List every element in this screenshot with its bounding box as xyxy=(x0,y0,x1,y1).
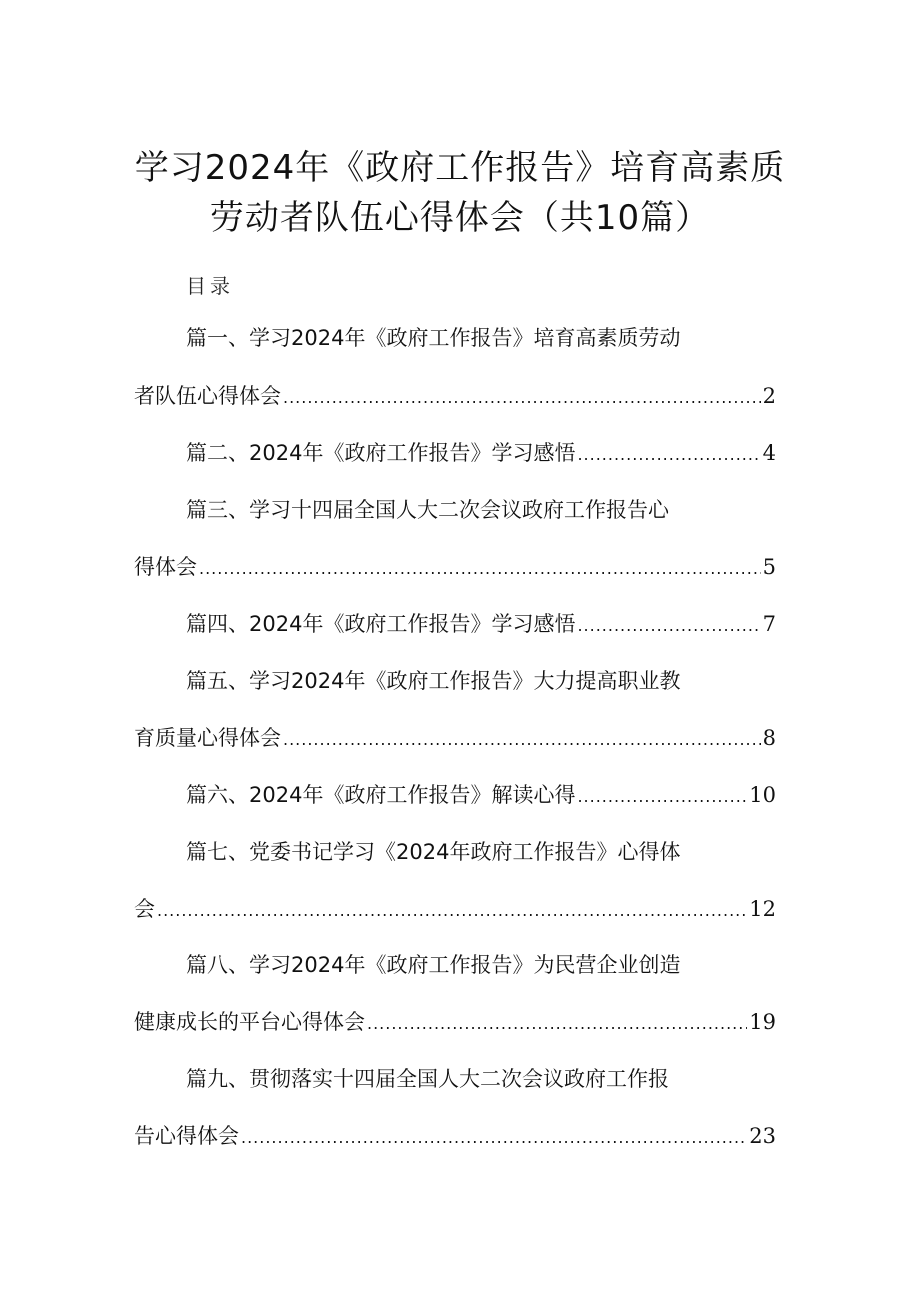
toc-entry-1-title[interactable]: 篇一、学习2024年《政府工作报告》培育高素质劳动 xyxy=(186,326,681,350)
toc-entry-5-page: 8 xyxy=(762,726,776,750)
toc-leader-dots xyxy=(241,1128,747,1147)
toc-leader-dots xyxy=(577,787,747,806)
toc-entry-5-title-cont: 育质量心得体会 xyxy=(134,726,281,750)
toc-entry-8-title-cont: 健康成长的平台心得体会 xyxy=(134,1010,365,1034)
toc-entry-9-title[interactable]: 篇九、贯彻落实十四届全国人大二次会议政府工作报 xyxy=(186,1067,669,1091)
toc-entry-6[interactable] xyxy=(186,779,776,809)
document-title-line-2: 劳动者队伍心得体会（共10篇） xyxy=(209,198,711,238)
toc-entry-4[interactable] xyxy=(186,608,776,638)
document-title-line-1: 学习2024年《政府工作报告》培育高素质 xyxy=(134,148,786,188)
toc-entry-9-page: 23 xyxy=(749,1124,776,1148)
toc-leader-dots xyxy=(577,445,760,464)
toc-entry-7-title[interactable]: 篇七、党委书记学习《2024年政府工作报告》心得体 xyxy=(186,840,681,864)
toc-entry-3-page: 5 xyxy=(762,555,776,579)
toc-entry-5-continuation[interactable] xyxy=(134,722,776,752)
toc-entry-4-title: 篇四、2024年《政府工作报告》学习感悟 xyxy=(186,612,576,636)
toc-leader-dots xyxy=(199,559,761,578)
toc-leader-dots xyxy=(157,901,747,920)
toc-leader-dots xyxy=(367,1014,747,1033)
toc-entry-2-title: 篇二、2024年《政府工作报告》学习感悟 xyxy=(186,441,576,465)
toc-entry-7-page: 12 xyxy=(749,897,776,921)
toc-leader-dots xyxy=(283,388,761,407)
toc-entry-3-title-cont: 得体会 xyxy=(134,555,197,579)
toc-entry-3-title[interactable]: 篇三、学习十四届全国人大二次会议政府工作报告心 xyxy=(186,498,669,522)
toc-entry-4-page: 7 xyxy=(762,612,776,636)
toc-heading: 目录 xyxy=(186,274,234,298)
toc-entry-5-title[interactable]: 篇五、学习2024年《政府工作报告》大力提高职业教 xyxy=(186,669,681,693)
toc-entry-1-title-cont: 者队伍心得体会 xyxy=(134,384,281,408)
toc-entry-2-page: 4 xyxy=(762,441,776,465)
toc-entry-9-continuation[interactable] xyxy=(134,1120,776,1150)
toc-entry-8-page: 19 xyxy=(749,1010,776,1034)
toc-leader-dots xyxy=(577,616,760,635)
toc-entry-1-continuation[interactable] xyxy=(134,380,776,410)
toc-entry-8-continuation[interactable] xyxy=(134,1006,776,1036)
toc-entry-7-title-cont: 会 xyxy=(134,897,155,921)
toc-entry-1-page: 2 xyxy=(762,384,776,408)
toc-entry-6-title: 篇六、2024年《政府工作报告》解读心得 xyxy=(186,783,576,807)
toc-entry-8-title[interactable]: 篇八、学习2024年《政府工作报告》为民营企业创造 xyxy=(186,953,681,977)
toc-entry-2[interactable] xyxy=(186,437,776,467)
toc-entry-6-page: 10 xyxy=(749,783,776,807)
toc-entry-7-continuation[interactable] xyxy=(134,893,776,923)
toc-entry-9-title-cont: 告心得体会 xyxy=(134,1124,239,1148)
toc-entry-3-continuation[interactable] xyxy=(134,551,776,581)
toc-leader-dots xyxy=(283,730,761,749)
